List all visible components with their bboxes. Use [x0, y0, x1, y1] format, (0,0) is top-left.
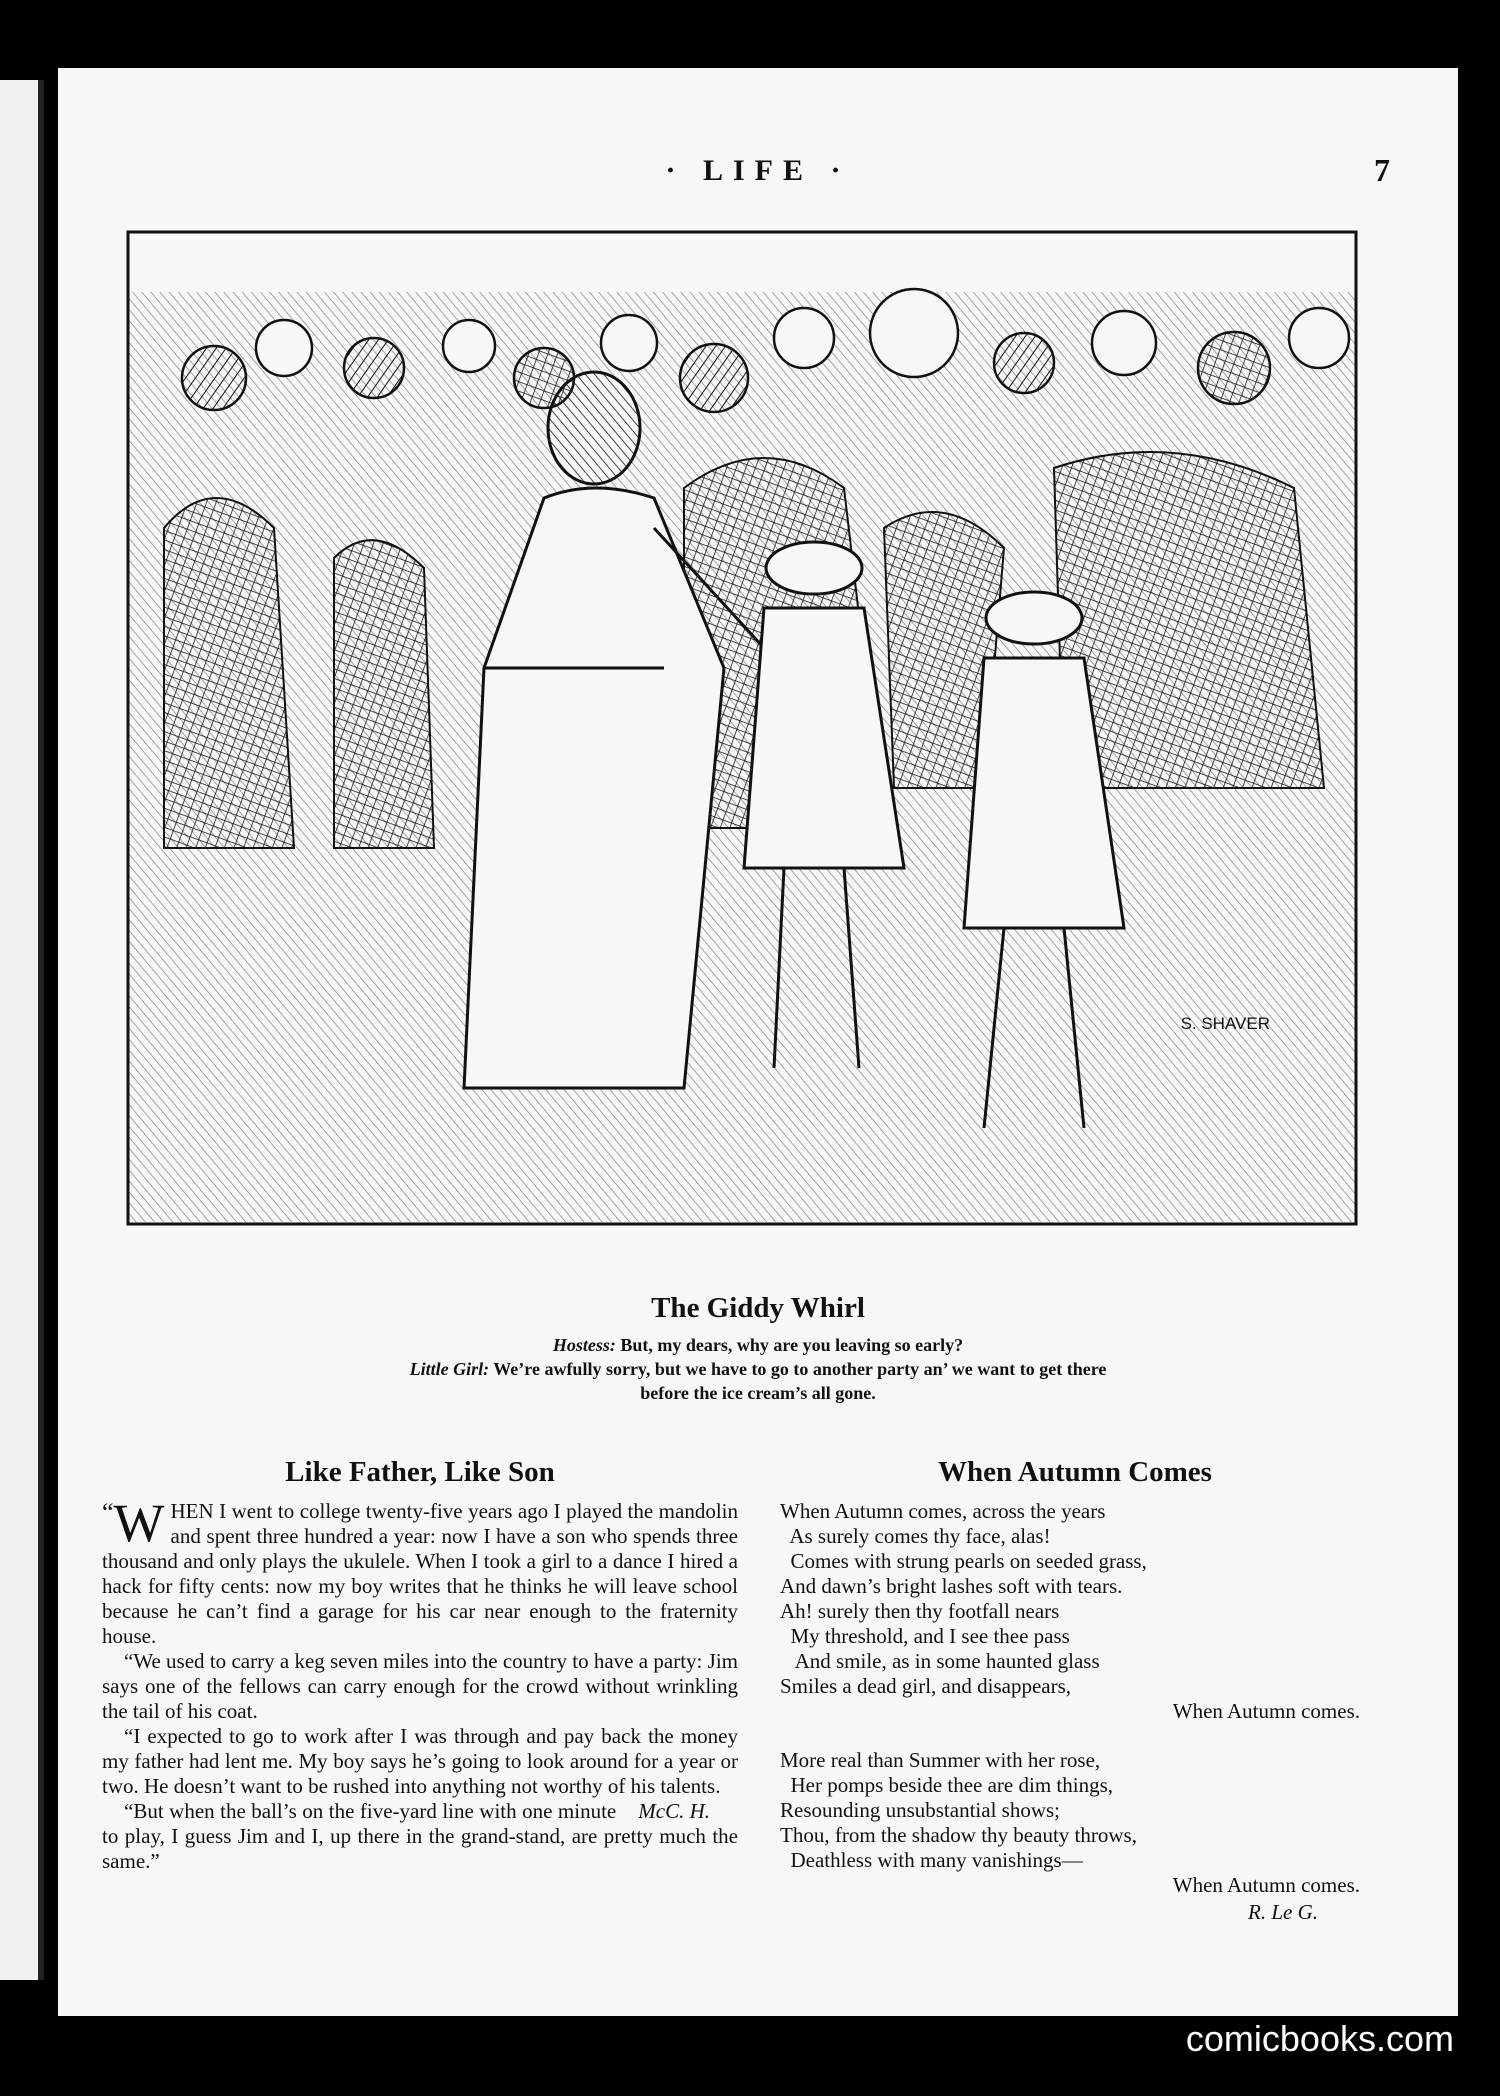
poem-line: Her pomps beside thee are dim things, [780, 1773, 1114, 1797]
cartoon-caption [218, 1292, 1298, 1405]
poem-line: More real than Summer with her rose, [780, 1748, 1101, 1772]
poem-line: As surely comes thy face, alas! [780, 1524, 1051, 1548]
speaker-label: Little Girl: [409, 1359, 490, 1379]
poem-line: Deathless with many vanishings— [780, 1848, 1083, 1872]
poem-line: Comes with strung pearls on seeded grass, [780, 1549, 1147, 1573]
caption-dialogue-girl [218, 1357, 1298, 1381]
article-paragraph [102, 1799, 738, 1874]
adjacent-page-edge [0, 80, 44, 1980]
article-like-father-like-son [102, 1456, 738, 1874]
poem-line: And dawn’s bright lashes soft with tears. [780, 1574, 1123, 1598]
poem-line: Thou, from the shadow thy beauty throws, [780, 1823, 1137, 1847]
paragraph-text: HEN I went to college twenty-five years ago I played the mandolin and spent three hundred a year: now I have a son who spends three thousand and only plays the ukulele. When I took a girl to a dance I hired a hack for fifty cents: now my boy writes that he thinks he will leave school because he can’t find a garage for his car near enough to the fraternity house. [102, 1499, 738, 1648]
poem-line: My threshold, and I see thee pass [780, 1624, 1070, 1648]
poem-line: When Autumn comes, across the years [780, 1499, 1106, 1523]
cartoon-title: The Giddy Whirl [651, 1292, 865, 1324]
stanza-gap [780, 1724, 1370, 1748]
poem-refrain: When Autumn comes. [1172, 1873, 1360, 1897]
artist-signature: S. SHAVER [1180, 1014, 1270, 1033]
magazine-page [58, 68, 1458, 2016]
poem-stanza-1 [780, 1499, 1370, 1724]
poem-when-autumn-comes [780, 1456, 1370, 1926]
paragraph-text: “But when the ball’s on the five-yard line with one minute to play, I guess Jim and I, up there in the grand-stand, are pretty much the same.” [102, 1799, 738, 1873]
poem-title: When Autumn Comes [938, 1456, 1212, 1488]
article-paragraph [102, 1493, 738, 1649]
dialogue-text: We’re awfully sorry, but we have to go to another party an’ we want to get there [493, 1359, 1107, 1379]
poem-signature: R. Le G. [1248, 1900, 1318, 1924]
site-watermark: comicbooks.com [1185, 2018, 1454, 2059]
dialogue-text: But, my dears, why are you leaving so early? [620, 1335, 964, 1355]
cartoon-illustration [124, 228, 1360, 1228]
article-title: Like Father, Like Son [285, 1456, 555, 1488]
poem-line: And smile, as in some haunted glass [780, 1649, 1100, 1673]
poem-line: Ah! surely then thy footfall nears [780, 1599, 1060, 1623]
poem-stanza-2 [780, 1748, 1370, 1898]
open-quote: “ [102, 1498, 114, 1527]
running-head: · LIFE · [665, 154, 851, 187]
article-paragraph: “We used to carry a keg seven miles into the country to have a party: Jim says one of the fellows can carry enough for the crowd without wrinkling the tail of his coat. [102, 1649, 738, 1723]
poem-line: Smiles a dead girl, and disappears, [780, 1674, 1072, 1698]
caption-dialogue-hostess [218, 1333, 1298, 1357]
author-signature: McC. H. [638, 1799, 710, 1823]
article-paragraph: “I expected to go to work after I was through and pay back the money my father had lent me. My boy says he’s going to look around for a year or two. He doesn’t want to be rushed into anything not worthy of his talents. [102, 1724, 738, 1798]
caption-dialogue-girl-continued: before the ice cream’s all gone. [640, 1383, 876, 1403]
drop-cap: W [113, 1493, 165, 1553]
speaker-label: Hostess: [552, 1335, 616, 1355]
page-number: 7 [1374, 152, 1390, 188]
poem-refrain: When Autumn comes. [1172, 1699, 1360, 1723]
poem-line: Resounding unsubstantial shows; [780, 1798, 1061, 1822]
